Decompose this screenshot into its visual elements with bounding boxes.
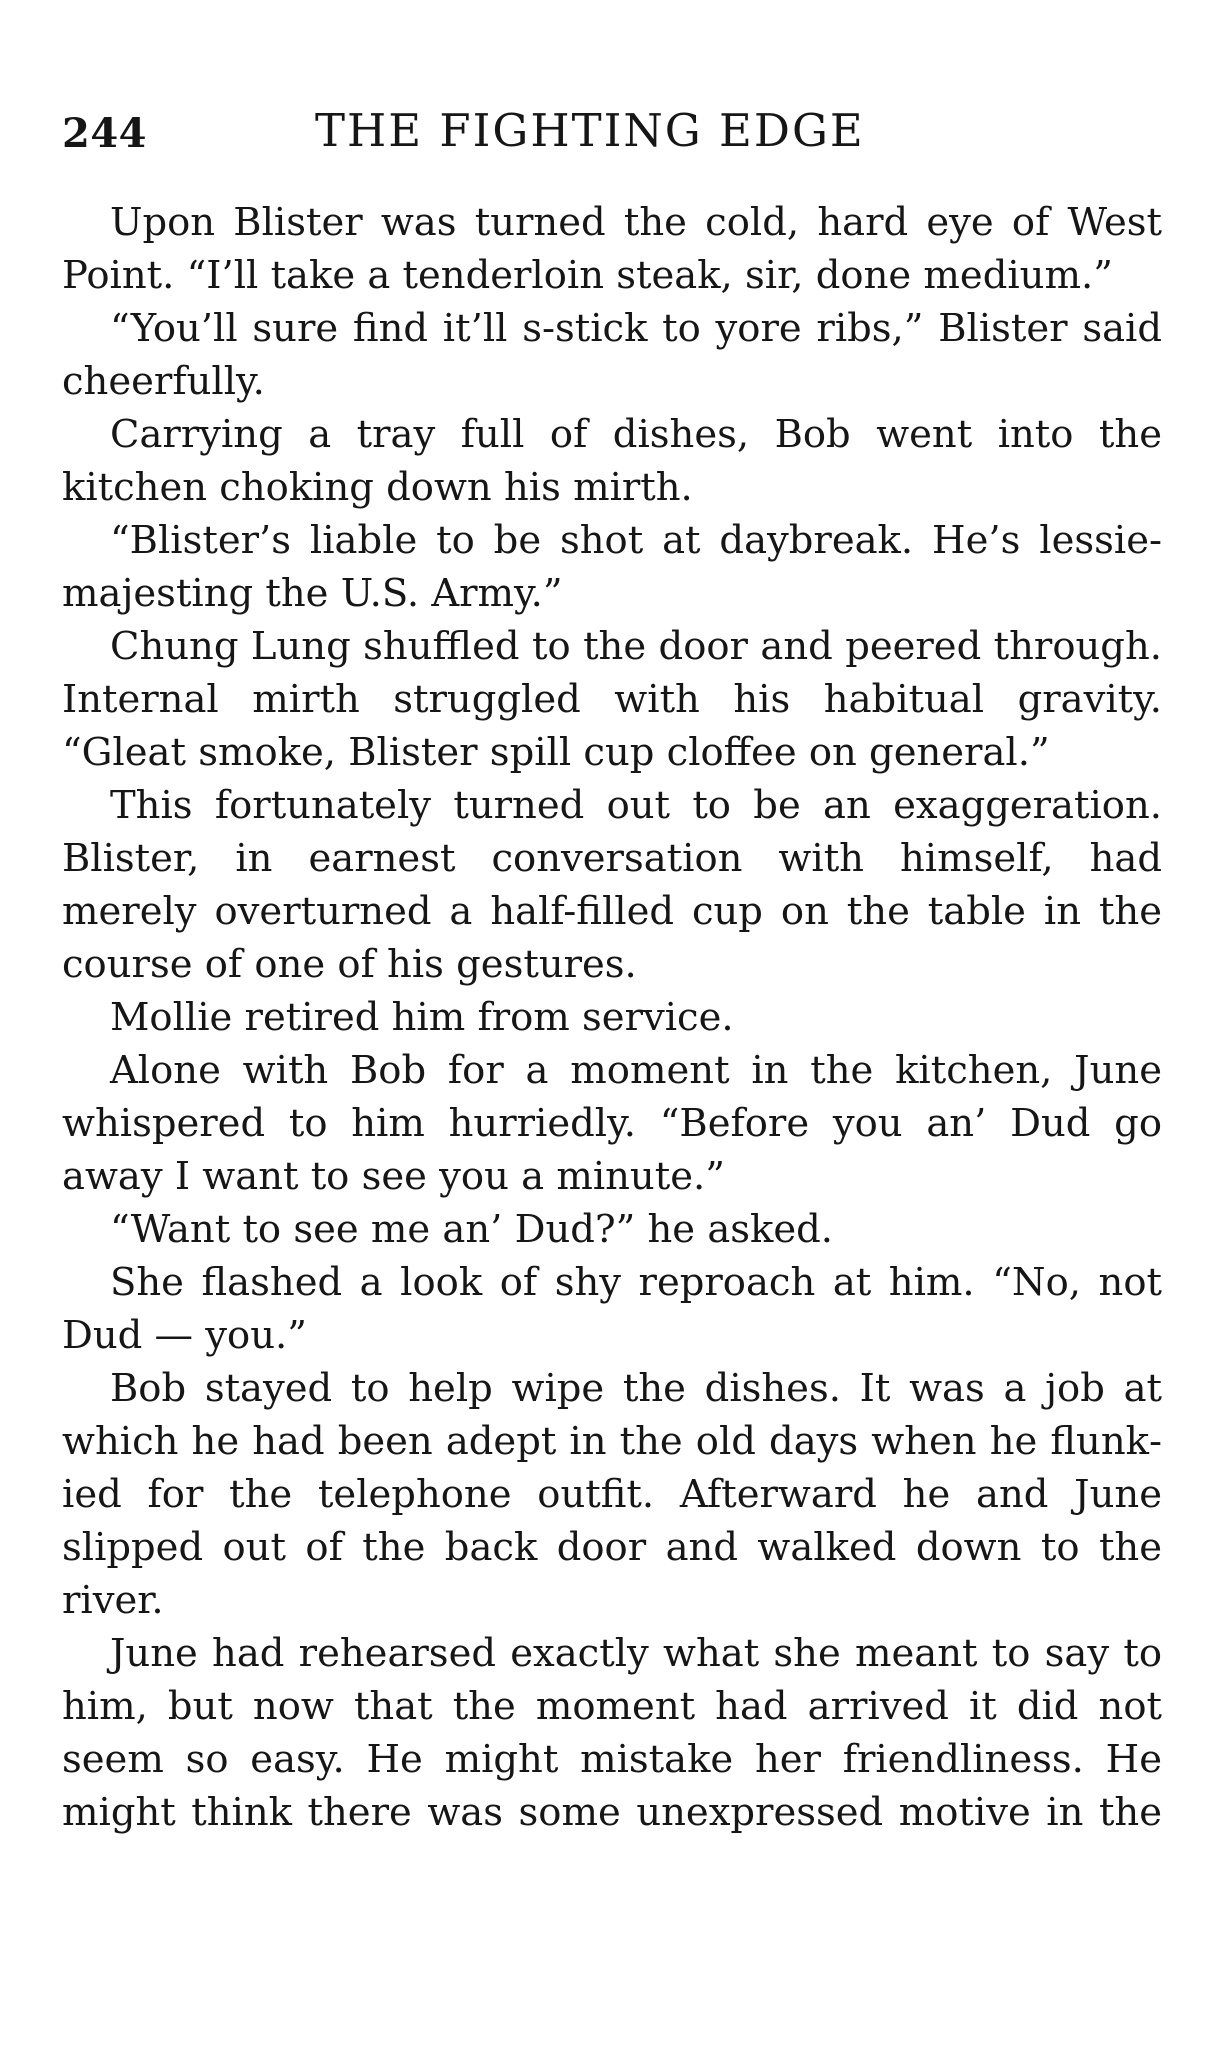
paragraph: This fortunately turned out to be an exaggeration. Blister, in earnest conversation with himself, had merely overturned a half-filled cup on the table in the course of one of his gestures. [62, 783, 1162, 987]
paragraph: Chung Lung shuffled to the door and peered through. Internal mirth struggled with his habitual gravity. “Gleat smoke, Blister spill cup cloffee on general.” [62, 624, 1162, 775]
running-title: THE FIGHTING EDGE [315, 104, 865, 157]
paragraph: Bob stayed to help wipe the dishes. It was a job at which he had been adept in the old days when he flunkied for the telephone outfit. Afterward he and June slipped out of the back door and walked down to the river. [62, 1366, 1162, 1623]
page-header [62, 104, 1162, 168]
paragraph: “You’ll sure find it’ll s-stick to yore ribs,” Blister said cheerfully. [62, 306, 1162, 404]
paragraph: Upon Blister was turned the cold, hard eye of West Point. “I’ll take a tenderloin steak, sir, done medium.” [62, 200, 1162, 298]
body-text [62, 196, 1162, 1839]
paragraph: Carrying a tray full of dishes, Bob went into the kitchen choking down his mirth. [62, 412, 1162, 510]
page-number: 244 [62, 110, 147, 157]
paragraph: June had rehearsed exactly what she meant to say to him, but now that the moment had arrived it did not seem so easy. He might mistake her friendliness. He might think there was some unexpressed motive in the [62, 1631, 1162, 1835]
paragraph: “Blister’s liable to be shot at daybreak. He’s lessie-majesting the U.S. Army.” [62, 518, 1162, 616]
paragraph: “Want to see me an’ Dud?” he asked. [110, 1207, 834, 1252]
paragraph: Mollie retired him from service. [110, 995, 734, 1040]
book-page [62, 104, 1162, 1839]
paragraph: Alone with Bob for a moment in the kitchen, June whispered to him hurriedly. “Before you an’ Dud go away I want to see you a minute.” [62, 1048, 1162, 1199]
paragraph: She flashed a look of shy reproach at him. “No, not Dud — you.” [62, 1260, 1162, 1358]
